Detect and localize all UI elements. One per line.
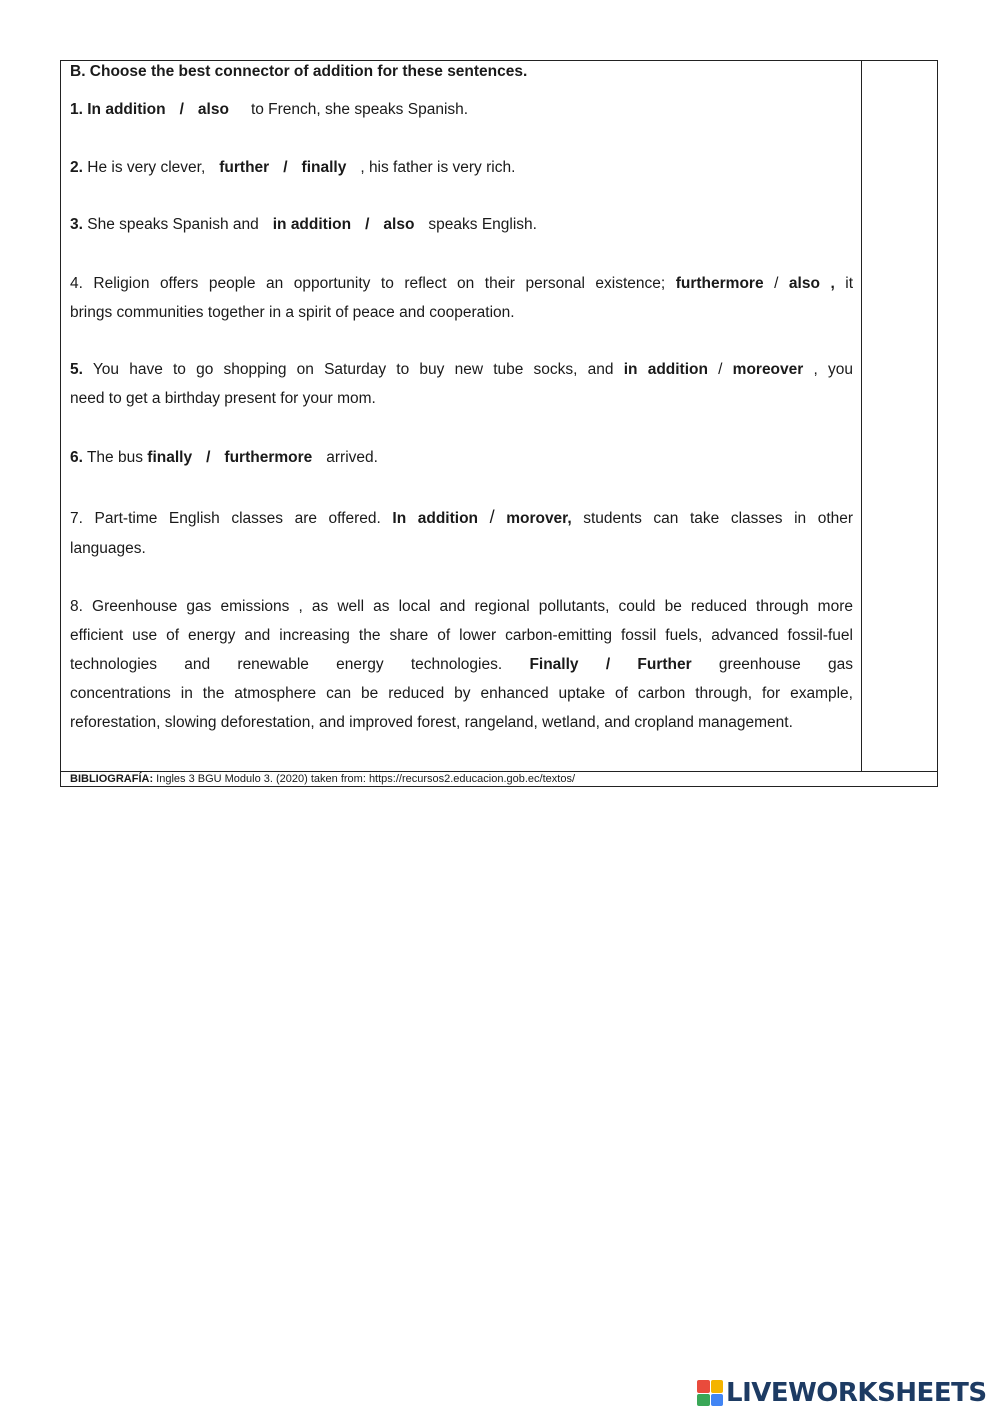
q6-option-b[interactable]: furthermore	[224, 449, 313, 466]
liveworksheets-logo-icon	[697, 1380, 723, 1406]
bibliography: BIBLIOGRAFÍA: Ingles 3 BGU Modulo 3. (2020) taken from: https://recursos2.educacion.gob.ec/textos/	[61, 771, 937, 787]
q3-option-a[interactable]: in addition	[272, 216, 352, 233]
question-2: 2. He is very clever, further / finally , his father is very rich.	[70, 159, 516, 176]
logo-text: LIVEWORKSHEETS	[726, 1378, 987, 1408]
question-8-line-5: reforestation, slowing deforestation, and improved forest, rangeland, wetland, and cropland management.	[70, 714, 793, 731]
q8-option-a[interactable]: Finally	[529, 656, 579, 673]
q5-option-b[interactable]: moreover	[732, 361, 804, 378]
q4-option-a[interactable]: furthermore	[675, 275, 764, 292]
q1-option-b[interactable]: also	[197, 101, 229, 118]
liveworksheets-logo[interactable]	[697, 1377, 993, 1409]
question-5-line-2: need to get a birthday present for your mom.	[70, 390, 376, 407]
side-cell	[862, 61, 939, 771]
q2-option-a[interactable]: further	[219, 159, 270, 176]
q2-option-b[interactable]: finally	[301, 159, 347, 176]
question-6: 6. The bus finally / furthermore arrived.	[70, 449, 378, 466]
q1-option-a[interactable]: In addition	[87, 101, 166, 118]
q3-option-b[interactable]: also	[383, 216, 415, 233]
q8-option-b[interactable]: Further	[637, 656, 692, 673]
question-7-line-1: 7. Part-time English classes are offered. In addition / morover, students can take classes in other	[70, 507, 854, 527]
exercise-heading: B. Choose the best connector of addition for these sentences.	[70, 63, 528, 80]
worksheet-table	[60, 60, 938, 787]
q5-option-a[interactable]: in addition	[623, 361, 708, 378]
question-8-line-4: concentrations in the atmosphere can be reduced by enhanced uptake of carbon through, for example,	[70, 685, 853, 702]
question-5-line-1: 5. You have to go shopping on Saturday to buy new tube socks, and in addition / moreover , you	[70, 361, 853, 378]
question-8-line-2: efficient use of energy and increasing the share of lower carbon-emitting fossil fuels, advanced fossil-fuel	[70, 627, 853, 644]
q4-option-b[interactable]: also	[788, 275, 820, 292]
exercise-cell	[61, 61, 862, 771]
question-8-line-3: technologies and renewable energy technologies. Finally / Further greenhouse gas	[70, 656, 854, 673]
question-4-line-2: brings communities together in a spirit of peace and cooperation.	[70, 304, 515, 321]
question-1: 1. In addition / also to French, she speaks Spanish.	[70, 101, 469, 118]
q6-option-a[interactable]: finally	[147, 449, 193, 466]
question-7-line-2: languages.	[70, 540, 146, 557]
q7-option-a[interactable]: In addition	[392, 510, 479, 527]
question-3: 3. She speaks Spanish and in addition / also speaks English.	[70, 216, 537, 233]
q7-option-b[interactable]: morover,	[506, 510, 572, 527]
question-8-line-1: 8. Greenhouse gas emissions , as well as local and regional pollutants, could be reduced through more	[70, 598, 853, 615]
question-4-line-1: 4. Religion offers people an opportunity to reflect on their personal existence; furthermore / also , it	[70, 275, 854, 292]
